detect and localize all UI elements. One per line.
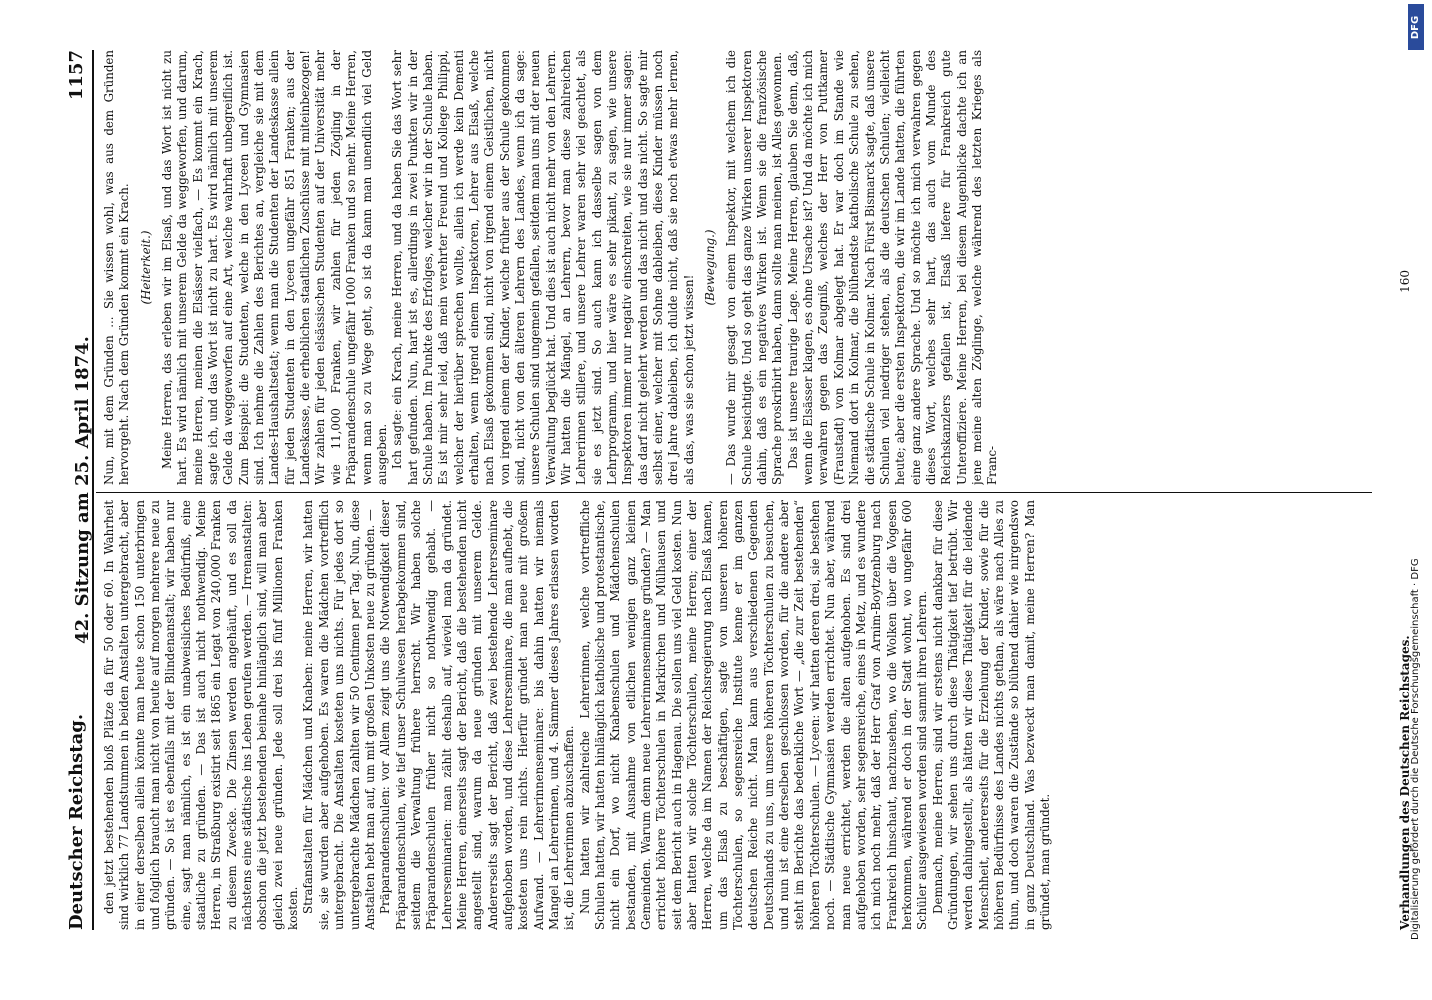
footer-sheet-number: 160 [1398,270,1412,293]
paragraph: Meine Herren, das erleben wir im Elsaß, und das Wort ist nicht zu hart. Es wird nämlich mit unserem Gelde da weggeworfen, und darum, meine Herren, meinen die Elsässer vielfach, — Es kommt ein Krach, sagte ich, und das Wort ist nicht zu hart. Es wird nämlich mit unserem Gelde da weggeworfen auf eine Art, welche wahrhaft unbegreiflich ist. Zum Beispiel: die Studenten, welche in den Lyceen und Gymnasien sind. Ich nehme die Zahlen des Berichtes an, vergleiche sie mit dem Landes-Haushaltsetat; wenn man die Studenten der Landeskasse allein für jeden Studenten in den Lyceen ungefähr 851 Franken; aus der Landeskasse, die erheblichen staatlichen Zuschüsse mit miteinbezogen! Wir zahlen für jeden elsässischen Studenten auf der Universität mehr wie 11,000 Franken, wir zahlen für jeden Zögling in der Präparandenschule ungefähr 1000 Franken und so mehr. Meine Herren, wenn man so zu Wege geht, so ist da kann man unendlich viel Geld ausgeben. [160,50,389,485]
digitization-sidebar [1402,0,1432,1000]
stage-direction: (Heiterkeit.) [138,230,153,305]
dfg-logo [1408,4,1424,50]
header-session: 42. Sitzung am 25. April 1874. [72,336,93,644]
paragraph: Nun hatten wir zahlreiche Lehrerinnen, welche vortreffliche Schulen hatten, wir hatten hinlänglich katholische und protestantische, nicht ein Dorf, wo nicht Knabenschulen und Mädchenschulen bestanden, mit Ausnahme von etlichen wenigen ganz kleinen Gemeinden. Warum denn neue Lehrerinnenseminare gründen? — Man errichtet höhere Töchterschulen in Markirchen und Mülhausen und seit dem Bericht auch in Hagenau. Die sollen uns viel Geld kosten. Nun aber hatten wir solche Töchterschulen, meine Herren; einer der Herren, welche da im Namen der Reichsregierung nach Elsaß kamen, um das Elsaß zu beschäftigen, sagte von unseren höheren Töchterschulen, so segensreiche Institute kenne er im ganzen deutschen Reiche nicht. Man kann aus verschiedenen Gegenden Deutschlands zu uns, um unsere höheren Töchterschulen zu besuchen, und nun ist eine derselben geschlossen worden, für die andere aber steht im Berichte das bedenkliche Wort — „die zur Zeit bestehenden“ höheren Töchterschulen. — Lyceen: wir hatten deren drei, sie bestehen noch. — Städtische Gymnasien werden errichtet. Nun aber, während man neue errichtet, werden die alten aufgehoben. Es sind drei aufgehoben worden, sehr segensreiche, eines in Metz, und es wundere ich mich noch mehr, daß der Herr Graf von Arnim-Boytzenburg nach Frankreich hinschaut, nachzusehen, wo die Wolken über die Vogesen herkommen, während er doch in der Stadt wohnt, wo ungefähr 600 Schüler ausgewiesen worden sind sammt ihren Lehrern. [577,500,930,930]
paragraph: Ich sagte: ein Krach, meine Herren, und da haben Sie das Wort sehr hart gefunden. Nun, hart ist es, allerdings in zwei Punkten wir in der Schule haben. Im Punkte des Erfolges, welcher wir in der Schule haben. Es ist mir sehr leid, daß mein verehrter Freund und Kollege Philippi, welcher der hierüber sprechen wollte, allein ich werde kein Dementi erhalten, wenn irgend einem Inspektoren, Lehrer aus Elsaß, welche nach Elsaß gekommen sind, nicht von irgend einem Geistlichen, nicht von irgend einem der Kinder, welche früher aus der Schule gekommen sind, nicht von den älteren Lehrern des Landes, wenn ich da sage: unsere Schulen sind ungemein gefallen, seitdem man uns mit der neuen Verwaltung beglückt hat. Und dies ist auch nicht mehr von den Lehrern. Wir hatten die Mängel, an Lehrern, bevor man diese zahlreichen Lehrerinnen stillere, und unsere Lehrer waren sehr viel geachtet, als sie es jetzt sind. So auch kann ich dasselbe sagen von dem Lehrprogramm, und hier wäre es sehr pikant, zu sagen, wie unsere Inspektoren immer nur negativ einschreiten, wie sie nur immer sagen: das darf nicht gelehrt werden und das nicht und das nicht. So sagte mir selbst einer, welcher mit Sohne dableiben, diese Kinder müssen noch drei Jahre dableiben, ich dulde nicht, daß sie noch etwas mehr lernen, als das, was sie schon jetzt wissen! [390,50,696,485]
paragraph: Das ist unsere traurige Lage. Meine Herren, glauben Sie denn, daß, wenn die Elsässer klagen, es ohne Ursache ist? Und da möchte ich mich verwahren gegen das Zeugniß, welches der Herr von Puttkamer (Fraustadt) von Kolmar abgelegt hat. Er war doch im Stande wie Niemand dort in Kolmar, die blühendste katholische Schule zu sehen, die städtische Schule in Kolmar. Nach Fürst Bismarck sagte, daß unsere Schulen viel niedriger stehen, als die deutschen Schulen; vielleicht heute; aber die ersten Inspektoren, die wir im Lande hatten, die führten eine ganz andere Sprache. Und so möchte ich mich verwahren gegen dieses Wort, welches sehr hart, das auch vom Munde des Reichskanzlers gefallen ist, Elsaß liefere für Frankreich gute Unteroffiziere. Meine Herren, bei diesem Augenblicke dachte ich an jene meine alten Zöglinge, welche während des letzten Krieges als Franc- [785,50,1000,485]
footer-publication: Verhandlungen des Deutschen Reichstages. [1398,635,1412,930]
paragraph: Präparandenschulen: vor Allem zeigt uns die Notwendigkeit dieser Präparandenschulen, wie tief unser Schulwesen herabgekommen sind, seitdem die Verwaltung frühere herrscht. Wir haben solche Präparandenschulen früher nicht so nothwendig gehabt. — Lehrerseminarien: man zählt deshalb auf, wieviel man da gründet. Meine Herren, einerseits sagt der Bericht, daß die bestehenden nicht angestellt sind, warum da neue gründen mit unserem Gelde. Andererseits sagt der Bericht, daß zwei bestehende Lehrerseminare aufgehoben worden, und diese Lehrerseminare, die man aufhebt, die kosteten uns rein nichts. Hierfür gründet man neue mit großem Aufwand. — Lehrerinnenseminare: bis dahin hatten wir niemals Mangel an Lehrerinnen, und 4. Sämmer dieses Jahres erlassen worden ist, die Lehrerinnen abzuschaffen. [378,500,577,930]
page-number: 1157 [66,50,87,101]
paragraph: Strafanstalten für Mädchen und Knaben: meine Herren, wir hatten sie, sie wurden aber aufgehoben. Es waren die Mädchen vortrefflich untergebracht. Die Anstalten kosteten uns nichts. Für jedes dort so untergebrachte Mädchen zahlten wir 50 Centimen per Tag. Nun, diese Anstalten hebt man auf, um mit großen Unkosten neue zu gründen. — [301,500,377,930]
paragraph: — Das wurde mir gesagt von einem Inspektor, mit welchem ich die Schule besichtigte. Und so geht das ganze Wirken unserer Inspektoren dahin, daß es ein negatives Wirken ist. Wenn sie die französische Sprache proskribirt haben, dann sollte man meinen, ist Alles gewonnen. [724,50,785,485]
paragraph: Nun, mit dem Gründen ... Sie wissen wohl, was aus dem Gründen hervorgeht. Nach dem Gründen kommt ein Krach. [102,50,132,485]
paragraph: den jetzt bestehenden bloß Plätze da für 50 oder 60. In Wahrheit sind wirklich 77 Landstummen in beiden Anstalten untergebracht, aber in einer derselben allein könnte man heute schon 150 unterbringen und folglich braucht man nicht von heute auf morgen mehrere neue zu gründen. — So ist es ebenfalls mit der Blindenanstalt; wir haben nur eine, sagt man nämlich, es ist ein unabweisliches Bedürfniß, eine staatliche zu gründen. — Das ist auch nicht nothwendig. Meine Herren, in Straßburg existirt seit 1865 ein Legat von 240,000 Franken zu diesem Zwecke. Die Zinsen werden angehäuft, und es soll da nächstens eine städtische ins Leben gerufen werden. — Irrenanstalten: obschon die jetzt bestehenden beinahe hinlänglich sind, will man aber gleich zwei neue gründen. Jede soll drei bis fünf Millionen Franken kosten. [102,500,301,930]
funding-notice [1410,60,1422,940]
header-title: Deutscher Reichstag. [66,713,87,930]
dfg-logo-text: DFG [1410,15,1422,39]
left-column [102,500,1372,930]
funding-notice-text: Digitalisierung gefördert durch die Deutsche Forschungsgemeinschaft · DFG [1410,558,1421,940]
stage-direction: (Bewegung.) [703,229,718,306]
column-divider [96,492,1372,493]
right-column [102,50,1372,485]
paragraph: Demnach, meine Herren, sind wir erstens nicht dankbar für diese Gründungen, wir sehen uns durch diese Thätigkeit tief betrübt. Wir werden dahingestellt, als hätten wir diese Thätigkeit für die leidende Menschheit, andererseits für die Erziehung der Kinder, sowie für die höheren Bedürfnisse des Landes nichts gethan, als wäre nach Alles zu thun, und doch waren die Zustände so blühend dahier wie nirgendswo in ganz Deutschland. Was bezweckt man damit, meine Herren? Man gründet, man gründet. [930,500,1052,930]
page-header [62,50,94,930]
